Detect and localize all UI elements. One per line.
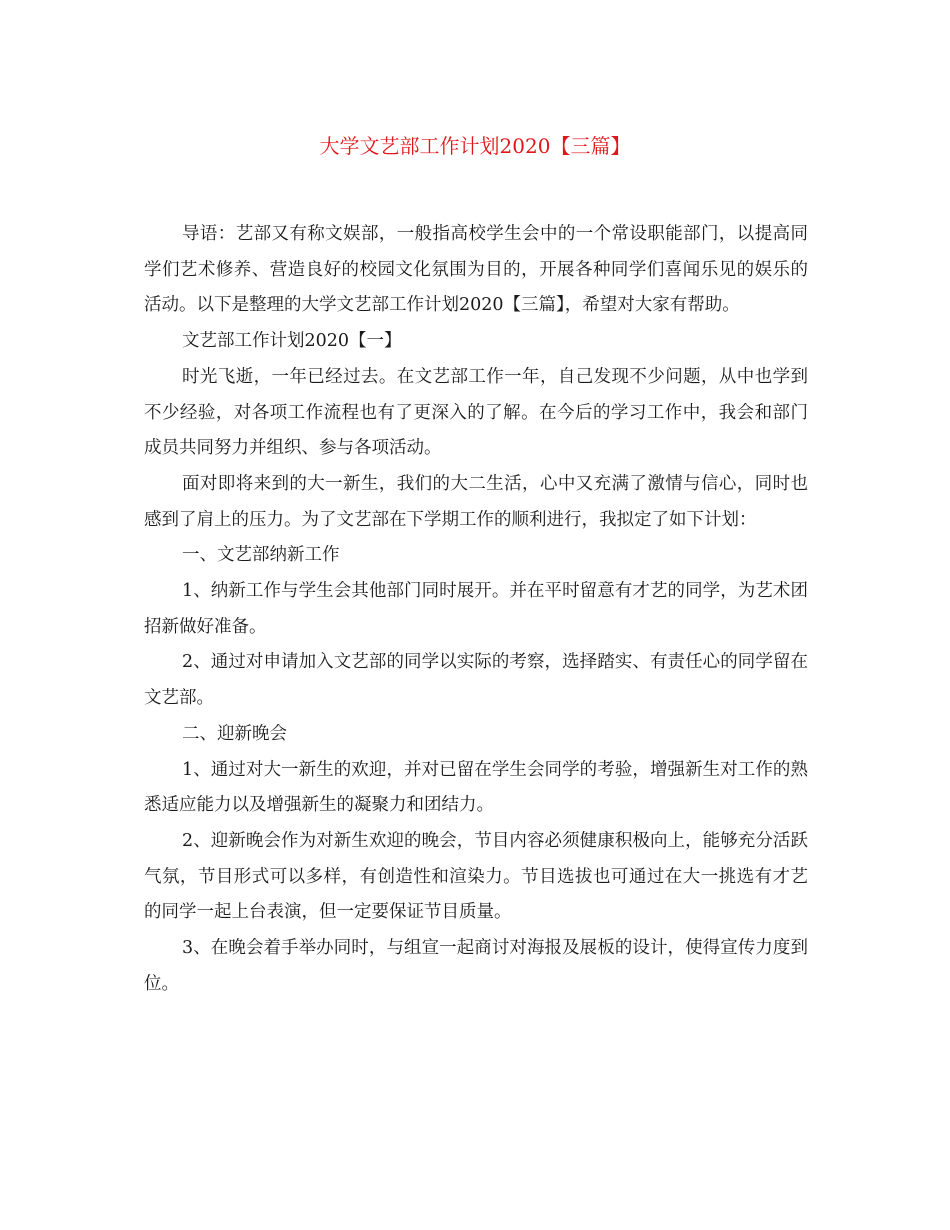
list-item: 2、通过对申请加入文艺部的同学以实际的考察，选择踏实、有责任心的同学留在文艺部。: [144, 652, 808, 709]
section-heading-recruitment: 一、文艺部纳新工作: [182, 545, 340, 566]
list-item: 2、迎新晚会作为对新生欢迎的晚会，节目内容必须健康积极向上，能够充分活跃气氛，节目形式可以多样，有创造性和渲染力。节目选拔也可通过在大一挑选有才艺的同学一起上台表演，但一定要保证节目质量。: [144, 830, 808, 923]
document-body: [144, 217, 808, 1002]
list-item: 3、在晚会着手举办同时，与组宣一起商讨对海报及展板的设计，使得宣传力度到位。: [144, 938, 808, 994]
paragraph: 面对即将来到的大一新生，我们的大二生活，心中又充满了激情与信心，同时也感到了肩上的压力。为了文艺部在下学期工作的顺利进行，我拟定了如下计划：: [144, 473, 808, 530]
section-heading-plan-one: 文艺部工作计划2020【一】: [182, 331, 402, 352]
section-heading-welcome-party: 二、迎新晚会: [182, 723, 287, 744]
paragraph: 时光飞逝，一年已经过去。在文艺部工作一年，自己发现不少问题，从中也学到不少经验，对各项工作流程也有了更深入的了解。在今后的学习工作中，我会和部门成员共同努力并组织、参与各项活动。: [144, 366, 808, 459]
paragraph-intro: 导语：艺部又有称文娱部，一般指高校学生会中的一个常设职能部门，以提高同学们艺术修养、营造良好的校园文化氛围为目的，开展各种同学们喜闻乐见的娱乐的活动。以下是整理的大学文艺部工作计划2020【三篇】，希望对大家有帮助。: [144, 224, 808, 316]
list-item: 1、通过对大一新生的欢迎，并对已留在学生会同学的考验，增强新生对工作的熟悉适应能力以及增强新生的凝聚力和团结力。: [144, 759, 808, 816]
list-item: 1、纳新工作与学生会其他部门同时展开。并在平时留意有才艺的同学，为艺术团招新做好准备。: [144, 581, 808, 637]
document-title: 大学文艺部工作计划2020【三篇】: [319, 134, 631, 158]
